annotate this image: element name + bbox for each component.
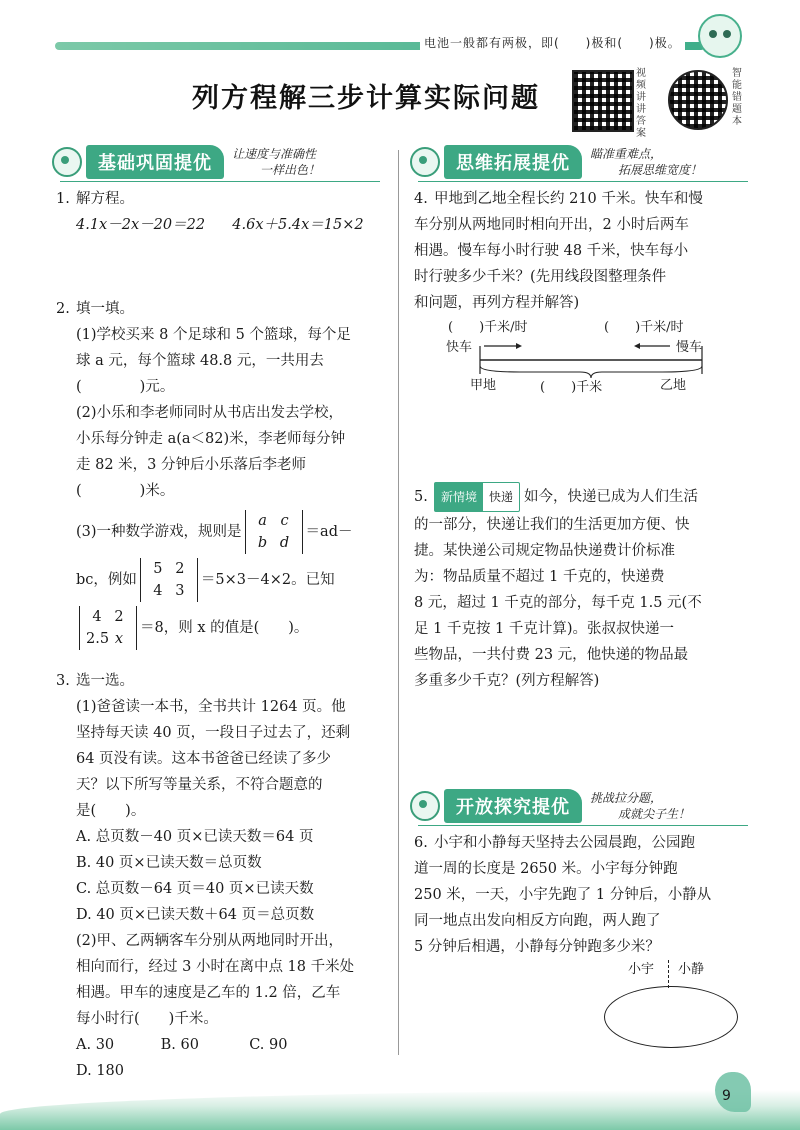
determinant: a c b d (245, 510, 303, 554)
diagram-labels (440, 316, 730, 396)
page-title: 列方程解三步计算实际问题 (192, 83, 540, 114)
runner-label: 小宇 (628, 962, 655, 977)
choice-b[interactable]: B. 60 (160, 1037, 199, 1053)
section-label: 开放探究提优 (444, 789, 582, 823)
running-track-diagram (600, 956, 760, 1056)
section-note: 让速度与准确性 一样出色！ (232, 147, 321, 177)
ufo-icon (410, 147, 440, 177)
equation: 4.6x＋5.4x＝15×2 (232, 217, 364, 233)
distance-label: ( )千米 (540, 380, 603, 395)
satellite-icon (410, 791, 440, 821)
option-d[interactable]: D. 40 页×已读天数＋64 页＝总页数 (76, 907, 315, 923)
page-number: 9 (722, 1088, 731, 1104)
runner-label: 小静 (678, 962, 705, 977)
choice-c[interactable]: C. 90 (249, 1037, 288, 1053)
section-underline (418, 825, 748, 826)
question-4: 4. 甲地到乙地全程长约 210 千米。快车和慢 车分别从两地同时相向开出，2 小时后两车 相遇。慢车每小时行驶 48 千米，快车每小 时行驶多少千米？(先用线段图整理条件 和问题，再列方程并解答) (414, 191, 703, 311)
fast-speed-label: ( )千米/时 (448, 320, 528, 335)
footer-wave (0, 1090, 800, 1130)
section-header-thinking (410, 144, 702, 180)
qr-label: 智能错题本 (732, 68, 742, 127)
start-label: 甲地 (470, 378, 497, 393)
column-divider (398, 150, 399, 1055)
context-tag: 新情境 快递 (434, 482, 520, 512)
mascot-icon (698, 14, 742, 58)
determinant: 5 2 4 3 (140, 558, 198, 602)
end-label: 乙地 (660, 378, 687, 393)
track-ellipse (604, 986, 738, 1048)
choice-d[interactable]: D. 180 (76, 1063, 125, 1079)
section-label: 基础巩固提优 (86, 145, 224, 179)
option-b[interactable]: B. 40 页×已读天数＝总页数 (76, 855, 262, 871)
question-5: 5. 新情境 快递 如今，快递已成为人们生活 的一部分，快递让我们的生活更加方便、快 捷。某快递公司规定物品快递费计价标准 为：物品质量不超过 1 千克的，快递费 8 元，超过 1 千克的部分，每千克 1.5 元(不 足 1 千克按 1 千克计算)。张叔叔快递一 些物品，一共付费 23 元，他快递的物品最 多重多少千克？(列方程解答) (414, 482, 759, 694)
section-note: 挑战拉分题， 成就尖子生！ (590, 791, 691, 821)
qr-label: 视频讲讲答案 (636, 68, 646, 139)
option-c[interactable]: C. 总页数－64 页＝40 页×已读天数 (76, 881, 314, 897)
qr-code-icon[interactable] (572, 70, 634, 132)
header-hint: 电池一般都有两极，即( )极和( )极。 (420, 34, 685, 51)
section-header-open (410, 788, 690, 824)
section-note: 瞄准重难点， 拓展思维宽度！ (590, 147, 703, 177)
qr-code-icon[interactable] (668, 70, 728, 130)
dolphin-icon (715, 1072, 751, 1112)
fast-car-label: 快车 (446, 340, 473, 355)
choice-a[interactable]: A. 30 (76, 1037, 115, 1053)
section-underline (418, 181, 748, 182)
section-label: 思维拓展提优 (444, 145, 582, 179)
equation: 4.1x－2x－20＝22 (76, 217, 206, 233)
option-a[interactable]: A. 总页数－40 页×已读天数＝64 页 (76, 829, 314, 845)
question-2: 2. 填一填。 (1)学校买来 8 个足球和 5 个篮球，每个足 球 a 元，每个篮球 48.8 元，一共用去 ( )元。 (2)小乐和李老师同时从书店出发去学校， 小乐每分钟走 a(a＜82)米，李老师每分钟 走 82 米，3 分钟后小乐落后李老师 ( )米。 (3)一种数学游戏，规则是a c b d＝ad－ bc，例如5 2 4 3＝5×3－4×2。已知 4 2 2.5 x＝8，则 x 的值是( )。 (56, 296, 396, 650)
top-band (0, 0, 800, 62)
slow-car-label: 慢车 (676, 340, 703, 355)
start-marker (668, 960, 670, 988)
slow-speed-label: ( )千米/时 (604, 320, 684, 335)
question-1: 1. 解方程。 4.1x－2x－20＝22 4.6x＋5.4x＝15×2 (56, 191, 364, 233)
section-header-basic (52, 144, 320, 180)
atom-icon (52, 147, 82, 177)
section-underline (60, 181, 380, 182)
question-3: 3. 选一选。 (1)爸爸读一本书，全书共计 1264 页。他 坚持每天读 40 页，一段日子过去了，还剩 64 页没有读。这本书爸爸已经读了多少 天？以下所写等量关系，不符合题意的 是( )。 A. 总页数－40 页×已读天数＝64 页 B. 40 页×已读天数＝总页数 C. 总页数－64 页＝40 页×已读天数 D. 40 页×已读天数＋64 页＝总页数 (2)甲、乙两辆客车分别从两地同时开出， 相向而行，经过 3 小时在离中点 18 千米处 相遇。甲车的速度是乙车的 1.2 倍，乙车 每小时行( )千米。 A. 30 B. 60 C. 90 D. 180 (56, 668, 396, 1084)
determinant: 4 2 2.5 x (79, 606, 137, 650)
question-6: 6. 小宇和小静每天坚持去公园晨跑，公园跑 道一周的长度是 2650 米。小宇每分钟跑 250 米，一天，小宇先跑了 1 分钟后，小静从 同一地点出发向相反方向跑，两人跑了 5 分钟后相遇，小静每分钟跑多少米？ (414, 835, 712, 955)
